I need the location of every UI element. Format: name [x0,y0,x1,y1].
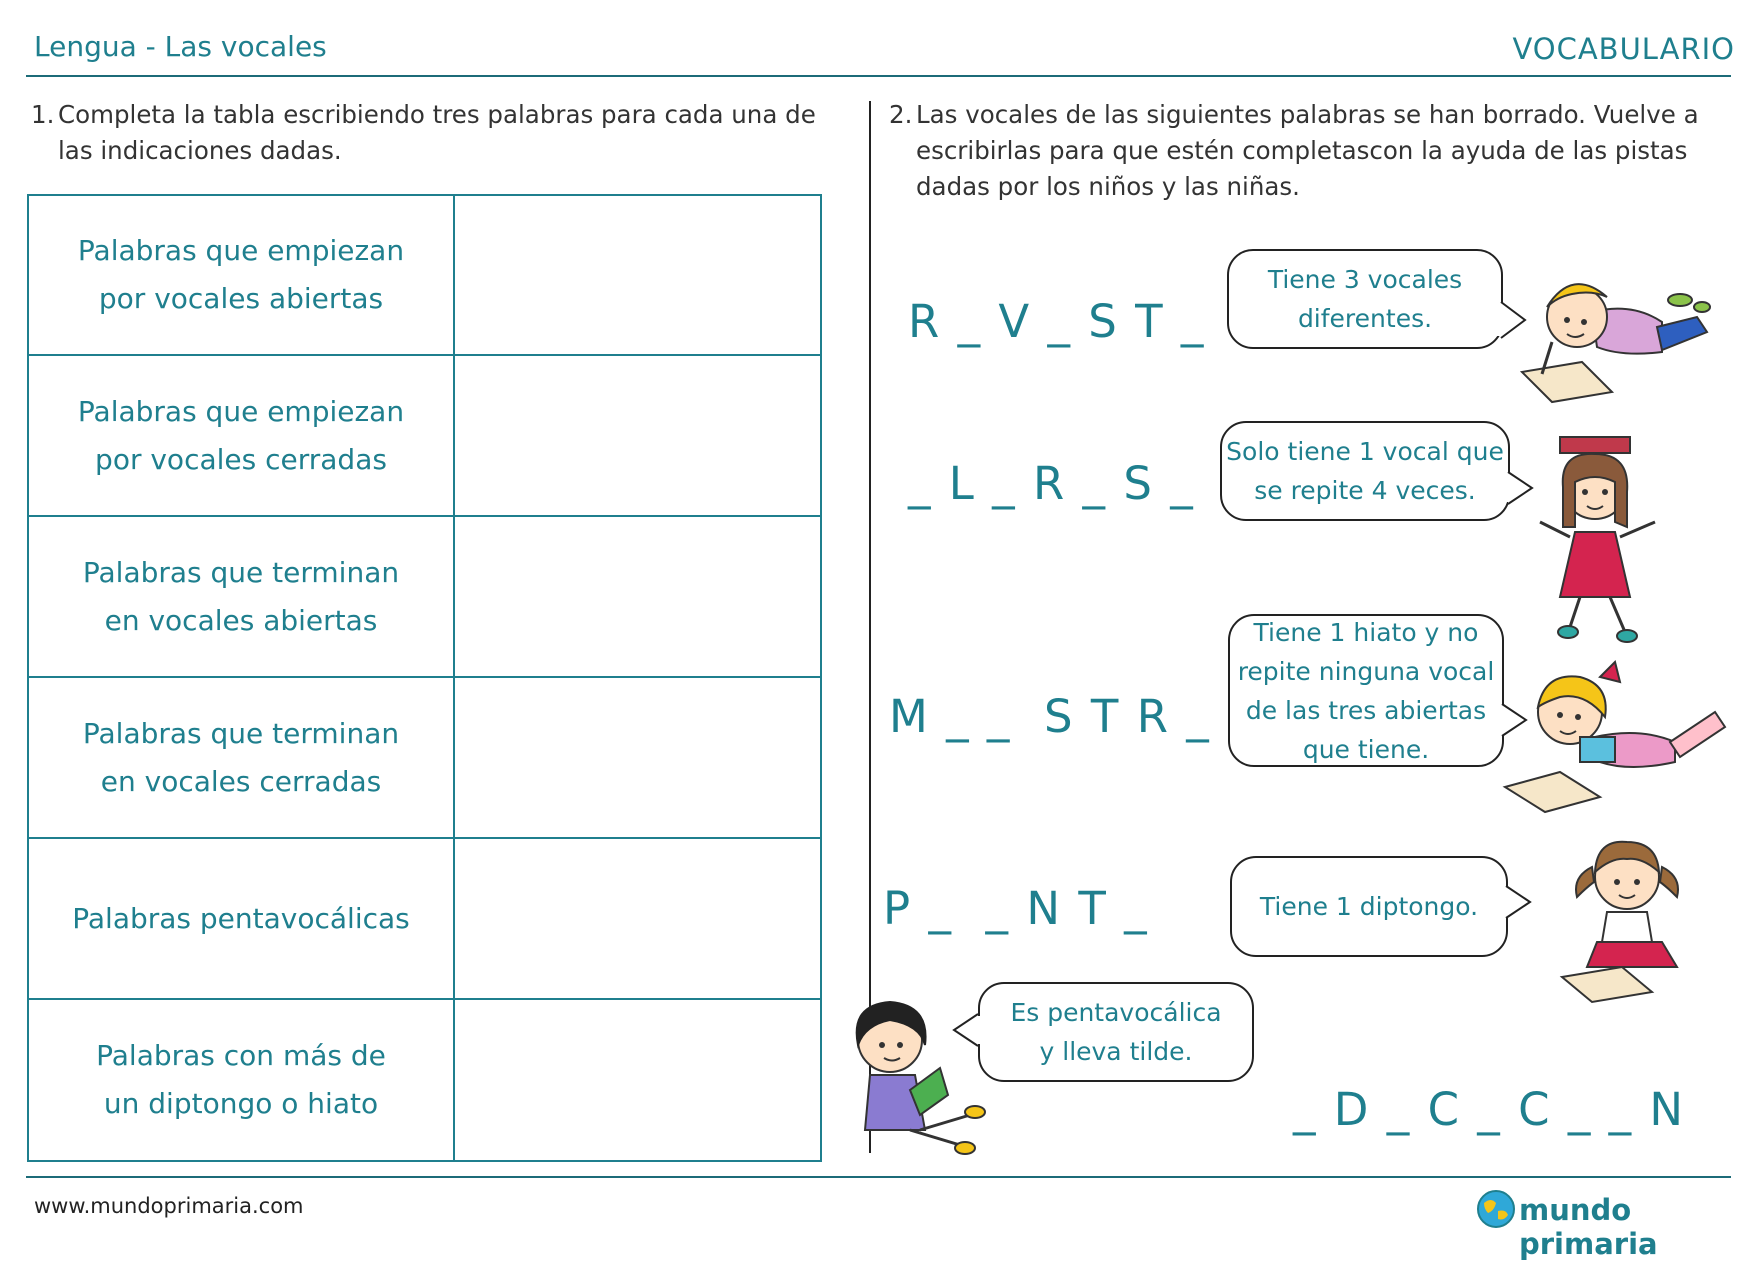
girl-book-on-head-icon [1530,432,1670,642]
header-divider [26,75,1731,77]
hint-bubble [1228,614,1504,767]
table-row-label [28,355,454,516]
missing-vowels-word: R _ V _ S T _ [908,295,1206,348]
table-row [28,195,821,355]
hint-line: de las tres abiertas [1245,695,1487,725]
footer-url[interactable]: www.mundoprimaria.com [34,1194,304,1218]
label-line: Palabras que empiezan [77,234,405,267]
label-line: por vocales cerradas [95,442,387,476]
exercise1-instruction-block [31,97,856,169]
footer-logo: mundo primaria [1519,1193,1658,1261]
hint-line: que tiene. [1302,734,1430,764]
hint-line: Tiene 3 vocales [1267,265,1463,294]
label-line: en vocales abiertas [104,603,378,637]
exercise2-instruction: Las vocales de las siguientes palabras se han borrado. Vuelve a escribirlas para que estén completascon la ayuda de las pistas dadas por los niños y las niñas. [916,100,1699,201]
exercise2-number: 2. [889,100,913,129]
label-line: Palabras pentavocálicas [72,901,410,935]
exercise1-instruction: Completa la tabla escribiendo tres palabras para cada una de las indicaciones dadas. [58,100,816,165]
missing-vowels-word: P _ _ N T _ [883,882,1149,935]
label-line: por vocales abiertas [98,282,384,315]
vowel-words-table [27,194,822,1162]
exercise2-instruction-block [889,97,1719,205]
label-line: Palabras con más de [96,1039,386,1072]
label-line: Palabras que empiezan [77,394,405,428]
exercise1-number: 1. [31,100,55,129]
hint-line: Solo tiene 1 vocal que [1226,437,1504,466]
label-line: en vocales cerradas [100,764,382,798]
missing-vowels-word: _ D _ C _ C _ _ N [1293,1083,1686,1136]
hint-line: y lleva tilde. [1039,1037,1193,1066]
hint-bubble [1230,856,1508,957]
missing-vowels-word: _ L _ R _ S _ [908,457,1195,510]
hint-bubble [1220,421,1510,521]
answer-cell[interactable] [454,999,821,1161]
missing-vowels-word: M _ _ S T R _ [889,690,1211,743]
answer-cell[interactable] [454,516,821,677]
table-row [28,355,821,516]
table-row [28,677,821,838]
hint-line: se repite 4 veces. [1254,476,1476,505]
girl-writing-icon [1552,827,1702,1002]
table-row [28,999,821,1161]
page-subject: Lengua - Las vocales [34,30,327,63]
hint-line: repite ninguna vocal [1237,656,1495,686]
answer-cell[interactable] [454,838,821,999]
table-row-label [28,999,454,1161]
table-row-label [28,838,454,999]
table-row [28,838,821,999]
table-row [28,516,821,677]
table-row-label [28,195,454,355]
hint-line: Tiene 1 diptongo. [1259,892,1479,921]
table-row-label [28,677,454,838]
girl-sitting-reading-icon [840,990,1040,1160]
answer-cell[interactable] [454,195,821,355]
footer-divider [26,1176,1731,1178]
answer-cell[interactable] [454,677,821,838]
girl-lying-reading-icon [1500,657,1730,817]
label-line: Palabras que terminan [82,716,400,750]
page-section: VOCABULARIO [1512,32,1735,66]
child-writing-icon [1512,262,1712,402]
label-line: Palabras que terminan [82,555,400,589]
table-row-label [28,516,454,677]
hint-line: Tiene 1 hiato y no [1253,617,1479,647]
label-line: un diptongo o hiato [103,1087,379,1120]
bubble-tail [1504,884,1534,924]
answer-cell[interactable] [454,355,821,516]
globe-logo-icon [1476,1189,1516,1229]
hint-bubble [1227,249,1503,349]
hint-line: Es pentavocálica [1010,998,1222,1027]
hint-line: diferentes. [1297,304,1433,333]
